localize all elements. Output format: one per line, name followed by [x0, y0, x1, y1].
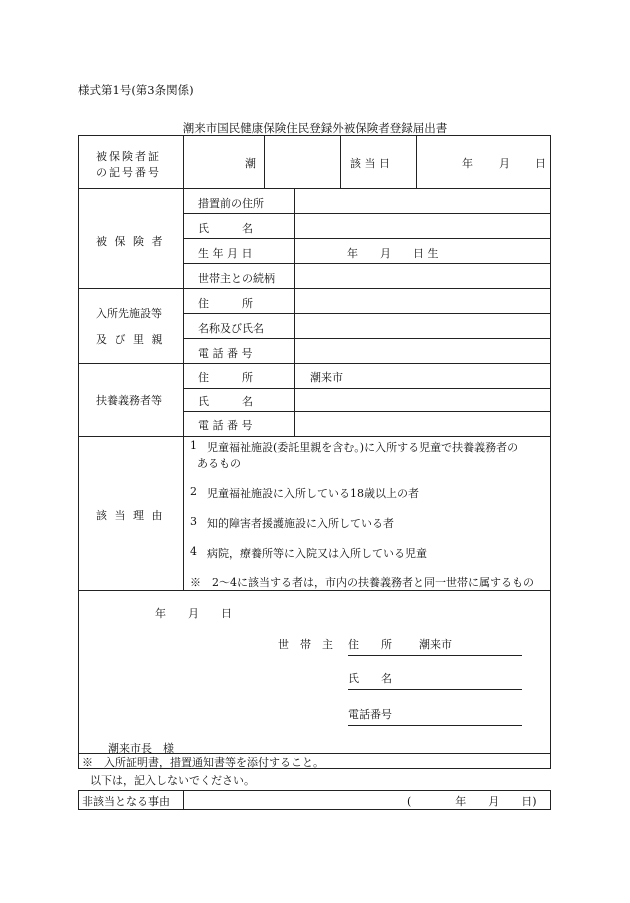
- applicable-date-label: 該 当 日: [350, 157, 390, 170]
- reason-4-text: 病院，療養所等に入院又は入所している児童: [207, 547, 427, 560]
- addressee: 潮来市長 様: [108, 742, 174, 755]
- reasons-note: ※ 2〜4に該当する者は，市内の扶養義務者と同一世帯に属するもの: [190, 576, 534, 589]
- insurance-id-prefix: 潮: [245, 157, 256, 170]
- exclusion-date[interactable]: ( 年 月 日): [407, 795, 537, 808]
- reason-3-number: 3: [190, 515, 197, 528]
- reasons-section-label: 該 当 理 由: [96, 509, 165, 522]
- reason-1-text: 児童福祉施設(委託里親を含む。)に入所する児童で扶養義務者の: [207, 441, 519, 454]
- applicable-date-year: 年: [462, 157, 473, 170]
- reason-2-text: 児童福祉施設に入所している18歳以上の者: [207, 487, 419, 500]
- reason-3-text: 知的障害者援護施設に入所している者: [207, 517, 394, 530]
- facility-section-label-2: 及 び 里 親: [96, 333, 165, 346]
- head-phone-underline: [348, 725, 522, 726]
- supporter-section-label: 扶養義務者等: [96, 394, 162, 407]
- household-head-label: 世 帯 主: [278, 638, 333, 651]
- insurance-id-label-2: の記号番号: [96, 166, 161, 179]
- reason-4-number: 4: [190, 545, 197, 558]
- facility-section-label: 入所先施設等: [96, 307, 162, 320]
- insured-birthdate-field[interactable]: 年 月 日 生: [347, 247, 439, 260]
- reason-2-number: 2: [190, 485, 197, 498]
- supporter-label-phone: 電 話 番 号: [198, 419, 253, 432]
- head-address-underline: [348, 655, 522, 656]
- head-address-value[interactable]: 潮来市: [419, 638, 452, 651]
- form-title: 潮来市国民健康保険住民登録外被保険者登録届出書: [182, 121, 448, 135]
- applicable-date-day: 日: [535, 157, 546, 170]
- head-name-underline: [348, 689, 522, 690]
- facility-label-phone: 電 話 番 号: [198, 347, 253, 360]
- exclusion-label: 非該当となる事由: [82, 795, 170, 808]
- form-number: 様式第1号(第3条関係): [78, 83, 194, 97]
- head-address-label: 住 所: [348, 638, 392, 651]
- supporter-address-field[interactable]: 潮来市: [310, 371, 343, 384]
- attachment-note: ※ 入所証明書，措置通知書等を添付すること。: [82, 756, 324, 769]
- applicable-date-month: 月: [499, 157, 510, 170]
- reason-1-text-cont: あるもの: [197, 457, 241, 470]
- reason-1-number: 1: [190, 439, 197, 452]
- insured-section-label: 被 保 険 者: [96, 235, 165, 248]
- head-name-label: 氏 名: [348, 672, 392, 685]
- facility-label-address: 住 所: [198, 297, 253, 310]
- head-phone-label: 電話番号: [348, 708, 392, 721]
- office-use-note: 以下は，記入しないでください。: [90, 774, 255, 787]
- supporter-label-address: 住 所: [198, 371, 253, 384]
- insured-label-prior-address: 措置前の住所: [198, 197, 264, 210]
- insurance-id-label: 被保険者証: [96, 150, 161, 163]
- insured-label-birthdate: 生 年 月 日: [198, 247, 253, 260]
- insured-label-relation: 世帯主との続柄: [198, 272, 275, 285]
- declaration-date: 年 月 日: [155, 607, 232, 620]
- supporter-label-name: 氏 名: [198, 395, 253, 408]
- facility-label-name: 名称及び氏名: [198, 322, 264, 335]
- insured-label-name: 氏 名: [198, 222, 253, 235]
